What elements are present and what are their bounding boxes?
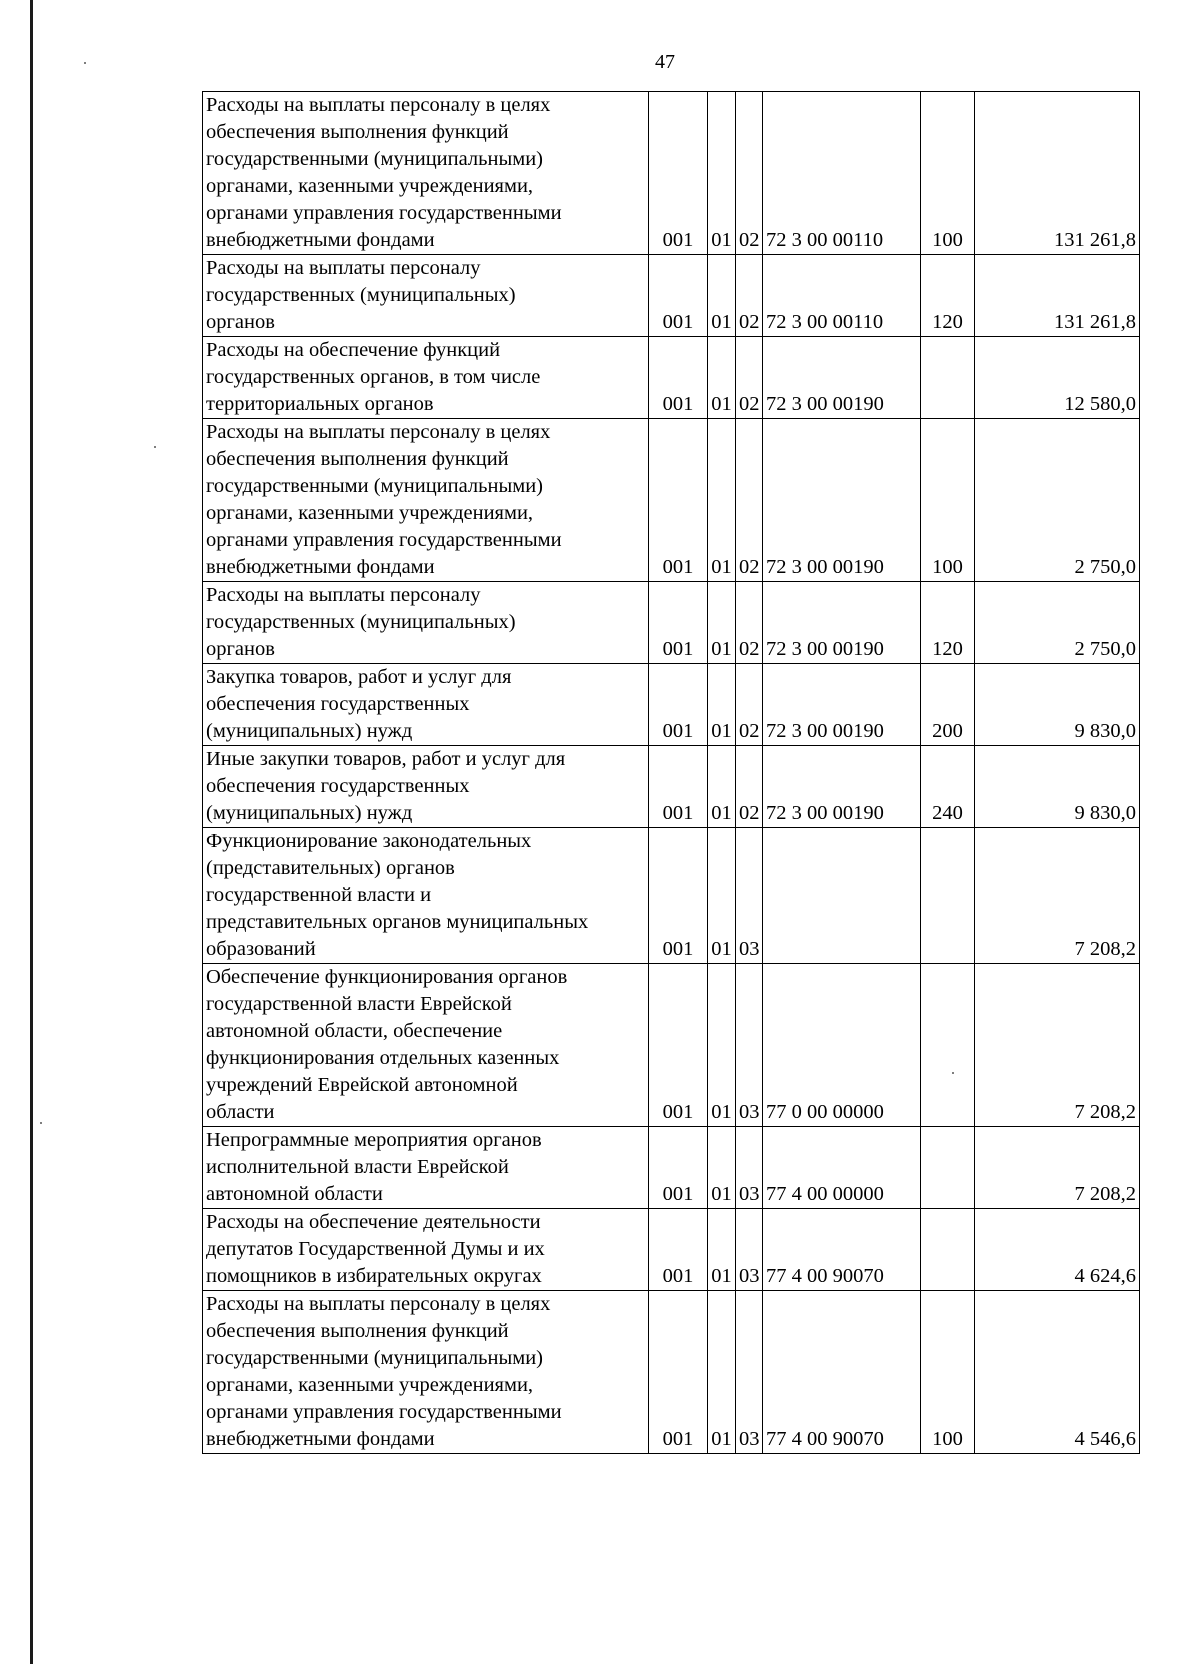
table-row — [203, 1127, 1140, 1209]
ministry-code-cell: 001 — [649, 1209, 708, 1291]
section-code-cell: 01 — [708, 92, 736, 255]
target-article-cell — [763, 828, 921, 964]
ministry-code-cell: 001 — [649, 664, 708, 746]
expense-type-cell: 100 — [921, 1291, 975, 1454]
expense-name-cell — [203, 1291, 649, 1454]
expense-name-line: автономной области, обеспечение — [206, 1020, 503, 1042]
amount-cell: 7 208,2 — [975, 828, 1140, 964]
amount-cell: 7 208,2 — [975, 964, 1140, 1127]
amount-cell: 2 750,0 — [975, 582, 1140, 664]
section-code-cell: 01 — [708, 582, 736, 664]
ministry-code-cell: 001 — [649, 746, 708, 828]
amount-cell: 131 261,8 — [975, 92, 1140, 255]
expense-name-cell — [203, 419, 649, 582]
expense-name-cell — [203, 1209, 649, 1291]
subsection-code-cell: 03 — [736, 964, 763, 1127]
expense-type-cell: 100 — [921, 419, 975, 582]
expense-name-line: государственными (муниципальными) — [206, 475, 543, 497]
expense-name-line: депутатов Государственной Думы и их — [206, 1238, 545, 1260]
expense-name-line: обеспечения выполнения функций — [206, 448, 509, 470]
budget-table — [202, 91, 1140, 1454]
page-number: 47 — [655, 51, 675, 73]
target-article-cell: 77 4 00 90070 — [763, 1291, 921, 1454]
expense-type-cell: 120 — [921, 255, 975, 337]
amount-cell: 9 830,0 — [975, 664, 1140, 746]
target-article-cell: 72 3 00 00190 — [763, 419, 921, 582]
section-code-cell: 01 — [708, 1291, 736, 1454]
ministry-code-cell: 001 — [649, 1291, 708, 1454]
expense-name-line: (представительных) органов — [206, 857, 455, 879]
expense-name-line: Непрограммные мероприятия органов — [206, 1129, 542, 1151]
expense-name-line: государственной власти и — [206, 884, 432, 906]
expense-name-line: обеспечения выполнения функций — [206, 1320, 509, 1342]
expense-name-cell — [203, 746, 649, 828]
section-code-cell: 01 — [708, 828, 736, 964]
ministry-code-cell: 001 — [649, 255, 708, 337]
expense-name-line: обеспечения государственных — [206, 693, 470, 715]
expense-name-line: помощников в избирательных округах — [206, 1265, 542, 1287]
section-code-cell: 01 — [708, 664, 736, 746]
subsection-code-cell: 03 — [736, 828, 763, 964]
subsection-code-cell: 02 — [736, 419, 763, 582]
expense-name-line: (муниципальных) нужд — [206, 802, 413, 824]
expense-name-line: органами, казенными учреждениями, — [206, 502, 534, 524]
subsection-code-cell: 03 — [736, 1209, 763, 1291]
expense-name-line: органов — [206, 311, 275, 333]
expense-name-cell — [203, 337, 649, 419]
expense-name-cell — [203, 255, 649, 337]
expense-type-cell: 240 — [921, 746, 975, 828]
ministry-code-cell: 001 — [649, 582, 708, 664]
target-article-cell: 72 3 00 00190 — [763, 337, 921, 419]
target-article-cell: 72 3 00 00110 — [763, 255, 921, 337]
expense-name-line: (муниципальных) нужд — [206, 720, 413, 742]
expense-type-cell: 120 — [921, 582, 975, 664]
expense-name-line: органами управления государственными — [206, 529, 562, 551]
expense-name-line: органами управления государственными — [206, 1401, 562, 1423]
scan-left-edge — [30, 0, 33, 1664]
table-row — [203, 582, 1140, 664]
expense-name-line: Расходы на обеспечение деятельности — [206, 1211, 541, 1233]
section-code-cell: 01 — [708, 964, 736, 1127]
expense-name-line: государственных (муниципальных) — [206, 611, 516, 633]
amount-cell: 7 208,2 — [975, 1127, 1140, 1209]
table-row — [203, 255, 1140, 337]
expense-name-line: государственными (муниципальными) — [206, 148, 543, 170]
expense-name-line: государственных (муниципальных) — [206, 284, 516, 306]
expense-name-line: Расходы на выплаты персоналу в целях — [206, 94, 551, 116]
expense-type-cell: 100 — [921, 92, 975, 255]
ministry-code-cell: 001 — [649, 1127, 708, 1209]
table-row — [203, 664, 1140, 746]
subsection-code-cell: 02 — [736, 92, 763, 255]
target-article-cell: 72 3 00 00110 — [763, 92, 921, 255]
table-row — [203, 1209, 1140, 1291]
section-code-cell: 01 — [708, 1209, 736, 1291]
scan-speck — [40, 1122, 42, 1124]
amount-cell: 9 830,0 — [975, 746, 1140, 828]
table-row — [203, 337, 1140, 419]
amount-cell: 2 750,0 — [975, 419, 1140, 582]
ministry-code-cell: 001 — [649, 92, 708, 255]
subsection-code-cell: 02 — [736, 664, 763, 746]
section-code-cell: 01 — [708, 746, 736, 828]
expense-type-cell — [921, 964, 975, 1127]
expense-name-line: внебюджетными фондами — [206, 229, 435, 251]
expense-name-line: учреждений Еврейской автономной — [206, 1074, 518, 1096]
expense-name-line: Расходы на обеспечение функций — [206, 339, 501, 361]
scan-speck — [154, 446, 156, 448]
expense-name-cell — [203, 1127, 649, 1209]
expense-name-cell — [203, 964, 649, 1127]
amount-cell: 4 546,6 — [975, 1291, 1140, 1454]
expense-type-cell — [921, 828, 975, 964]
subsection-code-cell: 02 — [736, 337, 763, 419]
table-row — [203, 419, 1140, 582]
section-code-cell: 01 — [708, 255, 736, 337]
expense-name-line: государственными (муниципальными) — [206, 1347, 543, 1369]
expense-name-line: внебюджетными фондами — [206, 1428, 435, 1450]
expense-name-line: Функционирование законодательных — [206, 830, 532, 852]
expense-name-cell — [203, 92, 649, 255]
expense-name-line: обеспечения выполнения функций — [206, 121, 509, 143]
expense-name-line: Иные закупки товаров, работ и услуг для — [206, 748, 566, 770]
target-article-cell: 77 4 00 00000 — [763, 1127, 921, 1209]
target-article-cell: 72 3 00 00190 — [763, 582, 921, 664]
expense-name-line: органами управления государственными — [206, 202, 562, 224]
expense-name-line: Закупка товаров, работ и услуг для — [206, 666, 512, 688]
expense-name-line: государственных органов, в том числе — [206, 366, 541, 388]
subsection-code-cell: 03 — [736, 1127, 763, 1209]
expense-name-line: Расходы на выплаты персоналу — [206, 257, 481, 279]
ministry-code-cell: 001 — [649, 828, 708, 964]
expense-name-line: Обеспечение функционирования органов — [206, 966, 568, 988]
table-row — [203, 964, 1140, 1127]
expense-name-line: Расходы на выплаты персоналу — [206, 584, 481, 606]
ministry-code-cell: 001 — [649, 419, 708, 582]
expense-name-line: государственной власти Еврейской — [206, 993, 512, 1015]
subsection-code-cell: 02 — [736, 746, 763, 828]
expense-name-line: внебюджетными фондами — [206, 556, 435, 578]
subsection-code-cell: 03 — [736, 1291, 763, 1454]
expense-name-cell — [203, 582, 649, 664]
expense-name-line: обеспечения государственных — [206, 775, 470, 797]
expense-name-line: представительных органов муниципальных — [206, 911, 589, 933]
amount-cell: 12 580,0 — [975, 337, 1140, 419]
expense-name-line: автономной области — [206, 1183, 383, 1205]
table-row — [203, 746, 1140, 828]
table-row — [203, 92, 1140, 255]
expense-name-line: функционирования отдельных казенных — [206, 1047, 560, 1069]
table-row — [203, 828, 1140, 964]
table-row — [203, 1291, 1140, 1454]
amount-cell: 131 261,8 — [975, 255, 1140, 337]
section-code-cell: 01 — [708, 337, 736, 419]
subsection-code-cell: 02 — [736, 582, 763, 664]
budget-table-body — [203, 92, 1140, 1454]
expense-type-cell — [921, 337, 975, 419]
expense-name-line: исполнительной власти Еврейской — [206, 1156, 509, 1178]
section-code-cell: 01 — [708, 419, 736, 582]
amount-cell: 4 624,6 — [975, 1209, 1140, 1291]
expense-name-line: территориальных органов — [206, 393, 434, 415]
target-article-cell: 77 0 00 00000 — [763, 964, 921, 1127]
expense-name-line: органов — [206, 638, 275, 660]
expense-name-line: образований — [206, 938, 316, 960]
target-article-cell: 72 3 00 00190 — [763, 664, 921, 746]
section-code-cell: 01 — [708, 1127, 736, 1209]
expense-name-cell — [203, 664, 649, 746]
expense-name-line: Расходы на выплаты персоналу в целях — [206, 1293, 551, 1315]
expense-name-line: органами, казенными учреждениями, — [206, 1374, 534, 1396]
expense-type-cell — [921, 1127, 975, 1209]
expense-name-cell — [203, 828, 649, 964]
target-article-cell: 77 4 00 90070 — [763, 1209, 921, 1291]
expense-name-line: органами, казенными учреждениями, — [206, 175, 534, 197]
expense-name-line: Расходы на выплаты персоналу в целях — [206, 421, 551, 443]
expense-type-cell — [921, 1209, 975, 1291]
expense-type-cell: 200 — [921, 664, 975, 746]
expense-name-line: области — [206, 1101, 275, 1123]
ministry-code-cell: 001 — [649, 337, 708, 419]
subsection-code-cell: 02 — [736, 255, 763, 337]
target-article-cell: 72 3 00 00190 — [763, 746, 921, 828]
ministry-code-cell: 001 — [649, 964, 708, 1127]
